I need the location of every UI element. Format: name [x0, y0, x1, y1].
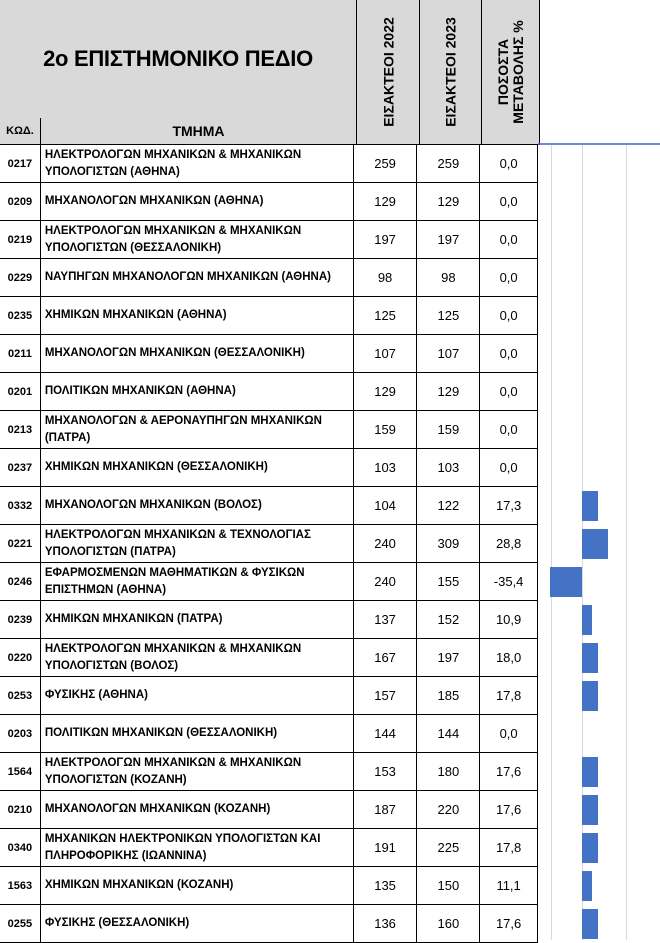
cell-2023[interactable]: 122 — [417, 487, 480, 524]
table-row[interactable] — [0, 677, 538, 715]
table-row[interactable] — [0, 297, 538, 335]
column-header-percent — [496, 20, 526, 123]
column-header-percent-cell[interactable] — [481, 0, 540, 145]
table-row[interactable] — [0, 601, 538, 639]
percent-change-bar — [582, 681, 598, 711]
percent-change-bar — [550, 567, 582, 597]
cell-percent-change[interactable]: 0,0 — [480, 183, 538, 220]
chart-gridline — [626, 145, 627, 940]
table-row[interactable] — [0, 563, 538, 601]
cell-department[interactable]: ΜΗΧΑΝΟΛΟΓΩΝ ΜΗΧΑΝΙΚΩΝ (ΑΘΗΝΑ) — [41, 183, 354, 220]
column-header-code[interactable]: ΚΩΔ. — [0, 118, 41, 145]
cell-2023[interactable]: 197 — [417, 639, 480, 676]
cell-percent-change[interactable]: 11,1 — [480, 867, 538, 904]
cell-2023[interactable]: 159 — [417, 411, 480, 448]
cell-2023[interactable]: 185 — [417, 677, 480, 714]
cell-2022[interactable]: 187 — [354, 791, 418, 828]
table-row[interactable] — [0, 753, 538, 791]
cell-code[interactable]: 1564 — [0, 753, 41, 790]
table-row[interactable] — [0, 525, 538, 563]
percent-change-bar — [582, 833, 598, 863]
cell-department[interactable]: ΕΦΑΡΜΟΣΜΕΝΩΝ ΜΑΘΗΜΑΤΙΚΩΝ & ΦΥΣΙΚΩΝ ΕΠΙΣΤΗΜΩΝ (ΑΘΗΝΑ) — [41, 563, 354, 600]
table-row[interactable] — [0, 145, 538, 183]
percent-change-bar — [582, 605, 592, 635]
cell-code[interactable]: 0219 — [0, 221, 41, 258]
cell-2023[interactable]: 220 — [417, 791, 480, 828]
cell-2022[interactable]: 136 — [354, 905, 418, 942]
cell-code[interactable]: 0235 — [0, 297, 41, 334]
cell-percent-change[interactable]: 28,8 — [480, 525, 538, 562]
cell-percent-change[interactable]: 0,0 — [480, 259, 538, 296]
cell-percent-change[interactable]: 0,0 — [480, 221, 538, 258]
cell-code[interactable]: 0239 — [0, 601, 41, 638]
percent-change-bar — [582, 529, 608, 559]
cell-department[interactable]: ΠΟΛΙΤΙΚΩΝ ΜΗΧΑΝΙΚΩΝ (ΑΘΗΝΑ) — [41, 373, 354, 410]
cell-department[interactable]: ΧΗΜΙΚΩΝ ΜΗΧΑΝΙΚΩΝ (ΠΑΤΡΑ) — [41, 601, 354, 638]
cell-2022[interactable]: 240 — [354, 525, 418, 562]
table-row[interactable] — [0, 411, 538, 449]
cell-percent-change[interactable]: 0,0 — [480, 145, 538, 182]
table-row[interactable] — [0, 791, 538, 829]
percent-change-bar — [582, 795, 598, 825]
cell-department[interactable]: ΜΗΧΑΝΟΛΟΓΩΝ ΜΗΧΑΝΙΚΩΝ (ΘΕΣΣΑΛΟΝΙΚΗ) — [41, 335, 354, 372]
cell-percent-change[interactable]: 0,0 — [480, 335, 538, 372]
cell-department[interactable]: ΦΥΣΙΚΗΣ (ΑΘΗΝΑ) — [41, 677, 354, 714]
table-row[interactable] — [0, 715, 538, 753]
percent-change-bar — [582, 871, 592, 901]
cell-percent-change[interactable]: 17,8 — [480, 829, 538, 866]
cell-2022[interactable]: 157 — [354, 677, 418, 714]
table-row[interactable] — [0, 449, 538, 487]
cell-code[interactable]: 0203 — [0, 715, 41, 752]
cell-2022[interactable]: 144 — [354, 715, 418, 752]
table-row[interactable] — [0, 639, 538, 677]
cell-code[interactable]: 0217 — [0, 145, 41, 182]
column-header-2022: ΕΙΣΑΚΤΕΟΙ 2022 — [380, 17, 396, 127]
cell-department[interactable]: ΗΛΕΚΤΡΟΛΟΓΩΝ ΜΗΧΑΝΙΚΩΝ & ΤΕΧΝΟΛΟΓΙΑΣ ΥΠΟΛΟΓΙΣΤΩΝ (ΠΑΤΡΑ) — [41, 525, 354, 562]
table-row[interactable] — [0, 867, 538, 905]
cell-2022[interactable]: 167 — [354, 639, 418, 676]
cell-2022[interactable]: 135 — [354, 867, 418, 904]
cell-2022[interactable]: 103 — [354, 449, 418, 486]
cell-2022[interactable]: 159 — [354, 411, 418, 448]
column-header-department[interactable]: ΤΜΗΜΑ — [41, 118, 356, 145]
table-row[interactable] — [0, 183, 538, 221]
sheet-title[interactable]: 2ο ΕΠΙΣΤΗΜΟΝΙΚΟ ΠΕΔΙΟ — [0, 0, 356, 119]
percent-change-bar — [582, 643, 598, 673]
cell-percent-change[interactable]: -35,4 — [480, 563, 538, 600]
cell-department[interactable]: ΧΗΜΙΚΩΝ ΜΗΧΑΝΙΚΩΝ (ΘΕΣΣΑΛΟΝΙΚΗ) — [41, 449, 354, 486]
cell-2023[interactable]: 103 — [417, 449, 480, 486]
percent-change-bars — [538, 145, 660, 940]
cell-2023[interactable]: 225 — [417, 829, 480, 866]
cell-percent-change[interactable]: 10,9 — [480, 601, 538, 638]
cell-2022[interactable]: 240 — [354, 563, 418, 600]
cell-2023[interactable]: 180 — [417, 753, 480, 790]
cell-department[interactable]: ΜΗΧΑΝΟΛΟΓΩΝ ΜΗΧΑΝΙΚΩΝ (ΒΟΛΟΣ) — [41, 487, 354, 524]
cell-code[interactable]: 0201 — [0, 373, 41, 410]
cell-department[interactable]: ΜΗΧΑΝΟΛΟΓΩΝ & ΑΕΡΟΝΑΥΠΗΓΩΝ ΜΗΧΑΝΙΚΩΝ (ΠΑΤΡΑ) — [41, 411, 354, 448]
percent-change-bar — [582, 909, 598, 939]
cell-2023[interactable]: 144 — [417, 715, 480, 752]
cell-2022[interactable]: 129 — [354, 183, 418, 220]
cell-percent-change[interactable]: 0,0 — [480, 449, 538, 486]
table-row[interactable] — [0, 335, 538, 373]
cell-2023[interactable]: 152 — [417, 601, 480, 638]
cell-department[interactable]: ΧΗΜΙΚΩΝ ΜΗΧΑΝΙΚΩΝ (ΑΘΗΝΑ) — [41, 297, 354, 334]
table-row[interactable] — [0, 373, 538, 411]
column-header-2023: ΕΙΣΑΚΤΕΟΙ 2023 — [442, 17, 459, 127]
cell-department[interactable]: ΧΗΜΙΚΩΝ ΜΗΧΑΝΙΚΩΝ (ΚΟΖΑΝΗ) — [41, 867, 354, 904]
cell-code[interactable]: 0229 — [0, 259, 41, 296]
table-row[interactable] — [0, 905, 538, 943]
cell-department[interactable]: ΜΗΧΑΝΙΚΩΝ ΗΛΕΚΤΡΟΝΙΚΩΝ ΥΠΟΛΟΓΙΣΤΩΝ ΚΑΙ ΠΛΗΡΟΦΟΡΙΚΗΣ (ΙΩΑΝΝΙΝΑ) — [41, 829, 354, 866]
cell-code[interactable]: 0209 — [0, 183, 41, 220]
cell-2023[interactable]: 129 — [417, 183, 480, 220]
cell-2022[interactable]: 197 — [354, 221, 418, 258]
table-row[interactable] — [0, 259, 538, 297]
cell-2022[interactable]: 98 — [354, 259, 418, 296]
cell-code[interactable]: 0253 — [0, 677, 41, 714]
cell-code[interactable]: 0340 — [0, 829, 41, 866]
cell-department[interactable]: ΠΟΛΙΤΙΚΩΝ ΜΗΧΑΝΙΚΩΝ (ΘΕΣΣΑΛΟΝΙΚΗ) — [41, 715, 354, 752]
cell-code[interactable]: 0213 — [0, 411, 41, 448]
cell-department[interactable]: ΗΛΕΚΤΡΟΛΟΓΩΝ ΜΗΧΑΝΙΚΩΝ & ΜΗΧΑΝΙΚΩΝ ΥΠΟΛΟΓΙΣΤΩΝ (ΚΟΖΑΝΗ) — [41, 753, 354, 790]
column-header-2023-cell[interactable] — [419, 0, 482, 145]
cell-percent-change[interactable]: 17,8 — [480, 677, 538, 714]
cell-2023[interactable]: 155 — [417, 563, 480, 600]
cell-department[interactable]: ΗΛΕΚΤΡΟΛΟΓΩΝ ΜΗΧΑΝΙΚΩΝ & ΜΗΧΑΝΙΚΩΝ ΥΠΟΛΟΓΙΣΤΩΝ (ΒΟΛΟΣ) — [41, 639, 354, 676]
cell-department[interactable]: ΦΥΣΙΚΗΣ (ΘΕΣΣΑΛΟΝΙΚΗ) — [41, 905, 354, 942]
cell-2023[interactable]: 150 — [417, 867, 480, 904]
cell-2022[interactable]: 129 — [354, 373, 418, 410]
cell-department[interactable]: ΗΛΕΚΤΡΟΛΟΓΩΝ ΜΗΧΑΝΙΚΩΝ & ΜΗΧΑΝΙΚΩΝ ΥΠΟΛΟΓΙΣΤΩΝ (ΑΘΗΝΑ) — [41, 145, 354, 182]
cell-percent-change[interactable]: 0,0 — [480, 715, 538, 752]
cell-department[interactable]: ΜΗΧΑΝΟΛΟΓΩΝ ΜΗΧΑΝΙΚΩΝ (ΚΟΖΑΝΗ) — [41, 791, 354, 828]
cell-2022[interactable]: 104 — [354, 487, 418, 524]
cell-code[interactable]: 0211 — [0, 335, 41, 372]
cell-2023[interactable]: 129 — [417, 373, 480, 410]
percent-change-bar — [582, 491, 598, 521]
table-row[interactable] — [0, 487, 538, 525]
percent-change-bar — [582, 757, 598, 787]
cell-2023[interactable]: 160 — [417, 905, 480, 942]
cell-2023[interactable]: 259 — [417, 145, 480, 182]
cell-percent-change[interactable]: 17,3 — [480, 487, 538, 524]
cell-code[interactable]: 0255 — [0, 905, 41, 942]
cell-2023[interactable]: 309 — [417, 525, 480, 562]
cell-2022[interactable]: 107 — [354, 335, 418, 372]
cell-percent-change[interactable]: 0,0 — [480, 411, 538, 448]
cell-code[interactable]: 0237 — [0, 449, 41, 486]
cell-code[interactable]: 0246 — [0, 563, 41, 600]
cell-2023[interactable]: 107 — [417, 335, 480, 372]
table-row[interactable] — [0, 221, 538, 259]
cell-percent-change[interactable]: 0,0 — [480, 373, 538, 410]
cell-percent-change[interactable]: 17,6 — [480, 753, 538, 790]
cell-2022[interactable]: 125 — [354, 297, 418, 334]
cell-2022[interactable]: 259 — [354, 145, 418, 182]
cell-code[interactable]: 0221 — [0, 525, 41, 562]
cell-department[interactable]: ΝΑΥΠΗΓΩΝ ΜΗΧΑΝΟΛΟΓΩΝ ΜΗΧΑΝΙΚΩΝ (ΑΘΗΝΑ) — [41, 259, 354, 296]
cell-code[interactable]: 0210 — [0, 791, 41, 828]
cell-percent-change[interactable]: 17,6 — [480, 905, 538, 942]
cell-2022[interactable]: 191 — [354, 829, 418, 866]
table-row[interactable] — [0, 829, 538, 867]
cell-percent-change[interactable]: 0,0 — [480, 297, 538, 334]
column-header-percent-line1: ΠΟΣΟΣΤΑ — [494, 38, 511, 106]
cell-2022[interactable]: 137 — [354, 601, 418, 638]
cell-code[interactable]: 1563 — [0, 867, 41, 904]
cell-percent-change[interactable]: 17,6 — [480, 791, 538, 828]
cell-code[interactable]: 0332 — [0, 487, 41, 524]
cell-percent-change[interactable]: 18,0 — [480, 639, 538, 676]
cell-department[interactable]: ΗΛΕΚΤΡΟΛΟΓΩΝ ΜΗΧΑΝΙΚΩΝ & ΜΗΧΑΝΙΚΩΝ ΥΠΟΛΟΓΙΣΤΩΝ (ΘΕΣΣΑΛΟΝΙΚΗ) — [41, 221, 354, 258]
column-header-percent-line2: ΜΕΤΑΒΟΛΗΣ % — [509, 20, 526, 124]
chart-gridline — [551, 145, 552, 940]
cell-2023[interactable]: 125 — [417, 297, 480, 334]
cell-2023[interactable]: 197 — [417, 221, 480, 258]
cell-code[interactable]: 0220 — [0, 639, 41, 676]
data-rows — [0, 145, 538, 943]
cell-2022[interactable]: 153 — [354, 753, 418, 790]
column-header-2022-cell[interactable] — [356, 0, 420, 145]
cell-2023[interactable]: 98 — [417, 259, 480, 296]
